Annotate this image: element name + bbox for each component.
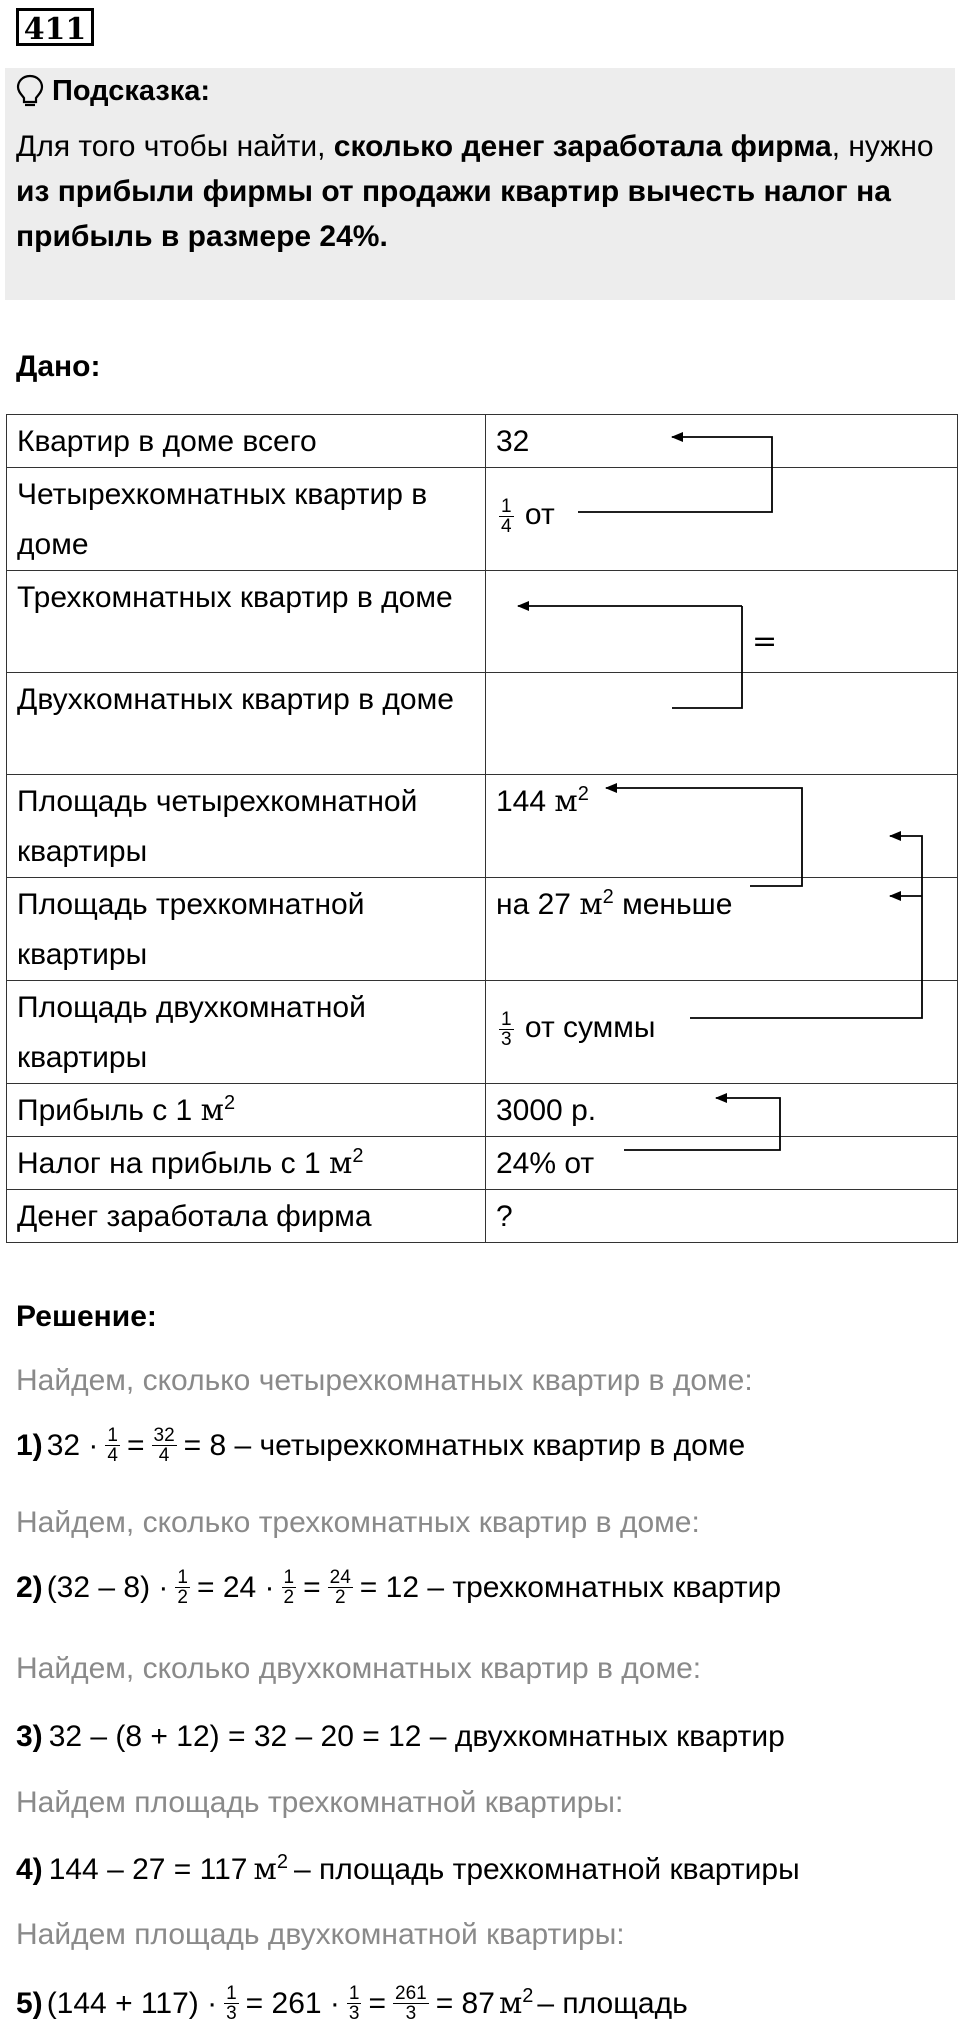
table-row	[7, 415, 958, 468]
hint-title: Подсказка:	[16, 74, 210, 108]
row-value: 3000 р.	[486, 1084, 958, 1137]
row-label: Площадь трехкомнатной квартиры	[7, 878, 486, 981]
given-table	[6, 414, 958, 1243]
lightbulb-icon	[16, 74, 44, 108]
table-row	[7, 878, 958, 981]
solution-step: 3) 32 – (8 + 12) = 32 – 20 = 12 – двухкомнатных квартир	[16, 1720, 785, 1753]
row-value: ?	[486, 1190, 958, 1243]
hint-text: Для того чтобы найти, сколько денег заработала фирма, нужно из прибыли фирмы от продажи квартир вычесть налог на прибыль в размере 24%.	[16, 130, 934, 253]
row-label: Двухкомнатных квартир в доме	[7, 673, 486, 775]
table-row	[7, 468, 958, 571]
row-label: Прибыль с 1 $м^2$	[7, 1084, 486, 1137]
step-intro: Найдем площадь двухкомнатной квартиры:	[16, 1918, 625, 1951]
equal-sign: =	[752, 624, 778, 659]
row-value: 144 $м^2$	[486, 775, 958, 878]
solution-title: Решение:	[16, 1300, 157, 1333]
step-intro: Найдем площадь трехкомнатной квартиры:	[16, 1786, 624, 1819]
table-row	[7, 1137, 958, 1190]
row-label: Площадь четырехкомнатной квартиры	[7, 775, 486, 878]
table-row	[7, 673, 958, 775]
step-intro: Найдем, сколько двухкомнатных квартир в доме:	[16, 1652, 702, 1685]
row-label: Денег заработала фирма	[7, 1190, 486, 1243]
table-row	[7, 1190, 958, 1243]
row-label: Квартир в доме всего	[7, 415, 486, 468]
step-intro: Найдем, сколько четырехкомнатных квартир в доме:	[16, 1364, 753, 1397]
row-value: 24% от	[486, 1137, 958, 1190]
solution-step: 2) (32 – 8) · $\frac{1}{2}$ = 24 · $\frac{1}{2}$ = $\frac{24}{2}$ = 12 – трехкомнатных квартир	[16, 1567, 782, 1608]
row-value: 32	[486, 415, 958, 468]
row-label: Налог на прибыль с 1 $м^2$	[7, 1137, 486, 1190]
row-value: $\frac{1}{3}$ от суммы	[486, 981, 958, 1084]
task-number: 411	[16, 8, 94, 46]
solution-step: 1) 32 · $\frac{1}{4}$ = $\frac{32}{4}$ = 8 – четырехкомнатных квартир в доме	[16, 1425, 746, 1466]
row-label: Площадь двухкомнатной квартиры	[7, 981, 486, 1084]
row-value	[486, 571, 958, 673]
given-title: Дано:	[16, 350, 101, 383]
table-row	[7, 1084, 958, 1137]
row-label: Трехкомнатных квартир в доме	[7, 571, 486, 673]
step-intro: Найдем, сколько трехкомнатных квартир в доме:	[16, 1506, 700, 1539]
row-value	[486, 673, 958, 775]
row-label: Четырехкомнатных квартир в доме	[7, 468, 486, 571]
row-value: на 27 $м^2$ меньше	[486, 878, 958, 981]
row-value: $\frac{1}{4}$ от	[486, 468, 958, 571]
table-row	[7, 981, 958, 1084]
solution-step: 4) 144 – 27 = 117 $м^2$ – площадь трехкомнатной квартиры	[16, 1851, 800, 1887]
table-row	[7, 571, 958, 673]
solution-step: 5) (144 + 117) · $\frac{1}{3}$ = 261 · $\frac{1}{3}$ = $\frac{261}{3}$ = 87 $м^2$ – площадь	[16, 1983, 688, 2024]
table-row	[7, 775, 958, 878]
